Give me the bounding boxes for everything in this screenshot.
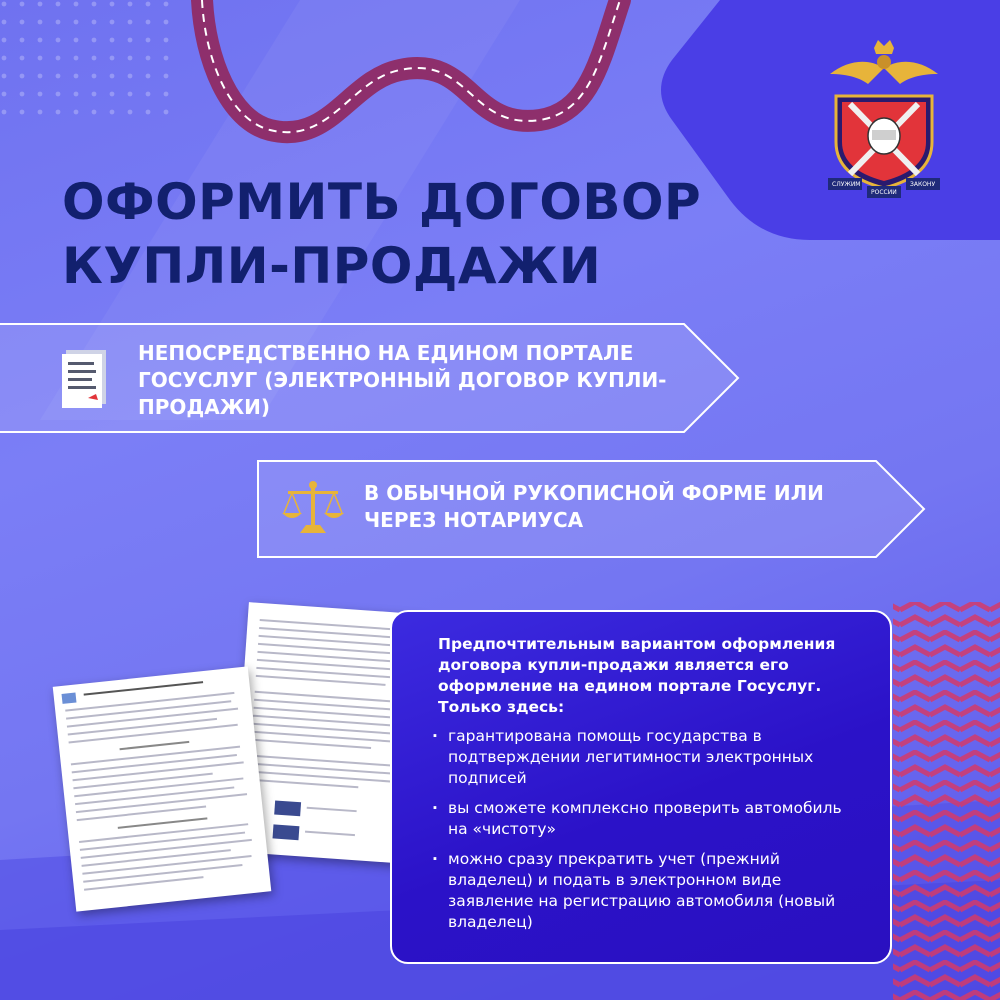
title-line-2: КУПЛИ-ПРОДАЖИ	[62, 237, 602, 295]
motto-word: ЗАКОНУ	[910, 181, 936, 188]
document-icon	[60, 350, 110, 410]
panel-lead-text: Предпочтительным вариантом оформления договора купли-продажи является его оформление на едином портале Госуслуг. Только здесь:	[438, 635, 836, 716]
contract-page-front	[53, 666, 272, 911]
motto-word: СЛУЖИМ	[832, 181, 861, 188]
option-text: В ОБЫЧНОЙ РУКОПИСНОЙ ФОРМЕ ИЛИ ЧЕРЕЗ НОТАРИУСА	[364, 481, 824, 532]
option-gosuslugi	[0, 322, 740, 434]
police-emblem-icon	[828, 38, 940, 198]
option-notary	[256, 459, 926, 559]
contract-documents-illustration	[62, 606, 422, 926]
info-panel	[390, 610, 892, 964]
list-item: · можно сразу прекратить учет (прежний владелец) и подать в электронном виде заявление на регистрацию автомобиля (новый владелец)	[438, 849, 864, 933]
benefits-list	[438, 726, 864, 933]
list-item: · гарантирована помощь государства в подтверждении легитимности электронных подписей	[438, 726, 864, 789]
scales-icon	[282, 479, 344, 537]
title-line-1: ОФОРМИТЬ ДОГОВОР	[62, 173, 702, 231]
page-title	[62, 170, 701, 298]
option-text: НЕПОСРЕДСТВЕННО НА ЕДИНОМ ПОРТАЛЕ ГОСУСЛУГ (ЭЛЕКТРОННЫЙ ДОГОВОР КУПЛИ-ПРОДАЖИ)	[138, 341, 667, 419]
list-item: · вы сможете комплексно проверить автомобиль на «чистоту»	[438, 798, 864, 840]
emblem-motto	[828, 178, 940, 202]
motto-word: РОССИИ	[871, 189, 897, 196]
